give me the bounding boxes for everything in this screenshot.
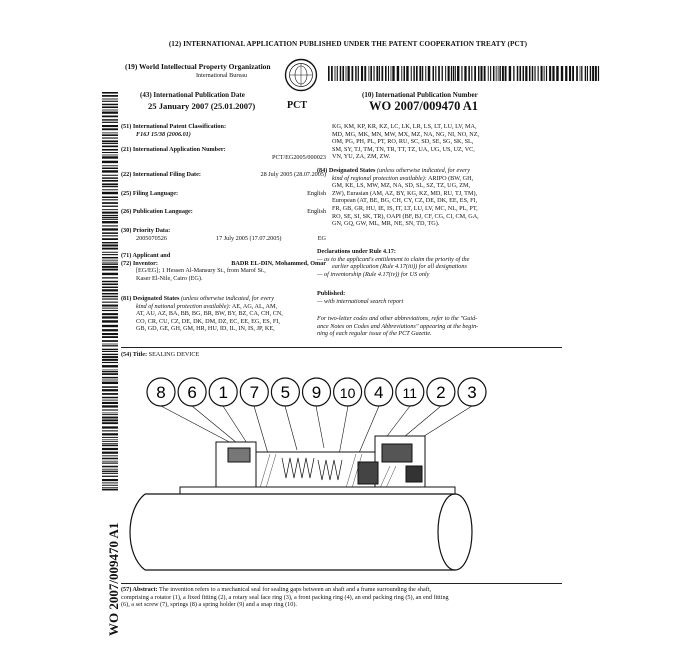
figure-label: 1 xyxy=(218,383,228,402)
side-publication-number: WO 2007/009470 A1 xyxy=(106,522,121,636)
figure-label: 4 xyxy=(373,383,384,402)
figure-label: 9 xyxy=(311,383,322,402)
figure-label: 2 xyxy=(436,383,446,402)
org-name: World Intellectual Property Organization xyxy=(139,62,271,71)
field-71-72: (71) Applicant and (72) Inventor: BADR EL-DIN, Mohammed, Omar [EG/EG]; 1 Hessen Al-Mansury St., from Marof St., Kaser El-Nile, Cairo (EG). xyxy=(121,252,326,282)
field-84: (84) Designated States (unless otherwise indicated, for every kind of regional protection available): ARIPO (BW, GH, GM, KE, LS, MW, MZ, NA, SD, SL, SZ, TZ, UG, ZM, ZW), Eurasian (AM, AZ, BY, KG, KZ, MD, RU, TJ, TM), European (AT, BE, BG, CH, CY, CZ, DE, DK, EE, ES, FI, FR, GB, GR, HU, IE, IS, IT, LT, LU, LV, MC, NL, PL, PT, RO, SE, SI, SK, TR), OAPI (BF, BJ, CF, CG, CI, CM, GA, GN, GQ, GW, ML, MR, NE, SN, TD, TG). xyxy=(317,167,479,228)
abstract-divider xyxy=(121,583,562,584)
guidance-note: For two-letter codes and other abbreviations, refer to the "Guid- ance Notes on Codes and Abbreviations" appearing at the begin- ning of each regular issue of the PCT Gazette. xyxy=(317,315,479,338)
figure-label: 3 xyxy=(467,383,477,402)
field-81: (81) Designated States (unless otherwise indicated, for every kind of national protection available): AE, AG, AL, AM, AT, AU, AZ, BA, BB, BG, BR, BW, BY, BZ, CA, CH, CN, CO, CR, CU, CZ, DE, DK, DM, DZ, EC, EE, EG, ES, FI, GB, GD, GE, GH, GM, HR, HU, ID, IL, IN, IS, JP, KE, xyxy=(121,295,283,333)
org-line xyxy=(125,63,271,71)
org-num: (19) xyxy=(125,62,138,71)
wipo-logo xyxy=(284,58,318,92)
figure-label: 11 xyxy=(402,385,418,401)
pub-number-value: WO 2007/009470 A1 xyxy=(369,99,479,113)
document-header: (12) INTERNATIONAL APPLICATION PUBLISHED UNDER THE PATENT COOPERATION TREATY (PCT) xyxy=(168,40,528,48)
published: Published: — with international search report xyxy=(317,290,404,305)
pub-date-value: 25 January 2007 (25.01.2007) xyxy=(148,101,256,111)
field-57: (57) Abstract: The invention refers to a mechanical seal for sealing gaps between an shaft and a frame surrounding the shaft, comprising a rotator (1), a fixed fitting (2), a rotary seal face ring (3), a front packing ring (4), an end packing ring (5), an end fitting (6), a set screw (7), springs (8) a spring holder (9) and a snap ring (10). xyxy=(121,586,449,609)
sealing-device-figure xyxy=(120,370,565,580)
barcode-side xyxy=(102,92,118,492)
field-21: (21) International Application Number: PCT/EG2005/000023 xyxy=(121,146,326,161)
pub-date-label: (43) International Publication Date xyxy=(140,91,245,99)
title-divider xyxy=(121,347,562,348)
field-22: (22) International Filing Date: 28 July 2005 (28.07.2005) xyxy=(121,171,326,178)
field-25: (25) Filing Language: English xyxy=(121,190,326,197)
barcode-top xyxy=(328,66,600,81)
field-26: (26) Publication Language: English xyxy=(121,208,326,215)
declarations: Declarations under Rule 4.17: — as to the applicant's entitlement to claim the priority of the earlier application (Rule 4.17(iii)) for all designations — of inventorship (Rule 4.17(iv)) for US only xyxy=(317,248,470,278)
figure-label: 10 xyxy=(339,385,356,401)
figure-label: 6 xyxy=(187,383,197,402)
field-30: (30) Priority Data: 2005070526 17 July 2005 (17.07.2005) EG xyxy=(121,227,326,242)
figure-label: 8 xyxy=(156,383,166,402)
field-81-continued: KG, KM, KP, KR, KZ, LC, LK, LR, LS, LT, LU, LV, MA, MD, MG, MK, MN, MW, MX, MZ, NA, NG, NI, NO, NZ, OM, PG, PH, PL, PT, RO, RU, SC, SD, SE, SG, SK, SL, SM, SY, TJ, TM, TN, TR, TT, TZ, UA, UG, US, UZ, VC, VN, YU, ZA, ZM, ZW. xyxy=(332,123,480,161)
figure-label: 7 xyxy=(249,383,260,402)
pct-label: PCT xyxy=(287,100,307,111)
figure-label: 5 xyxy=(280,383,291,402)
org-sub: International Bureau xyxy=(196,72,248,79)
field-54: (54) Title: SEALING DEVICE xyxy=(121,351,200,358)
field-51: (51) International Patent Classification: F16J 15/38 (2006.01) xyxy=(121,123,227,138)
pub-number-label: (10) International Publication Number xyxy=(362,91,478,99)
